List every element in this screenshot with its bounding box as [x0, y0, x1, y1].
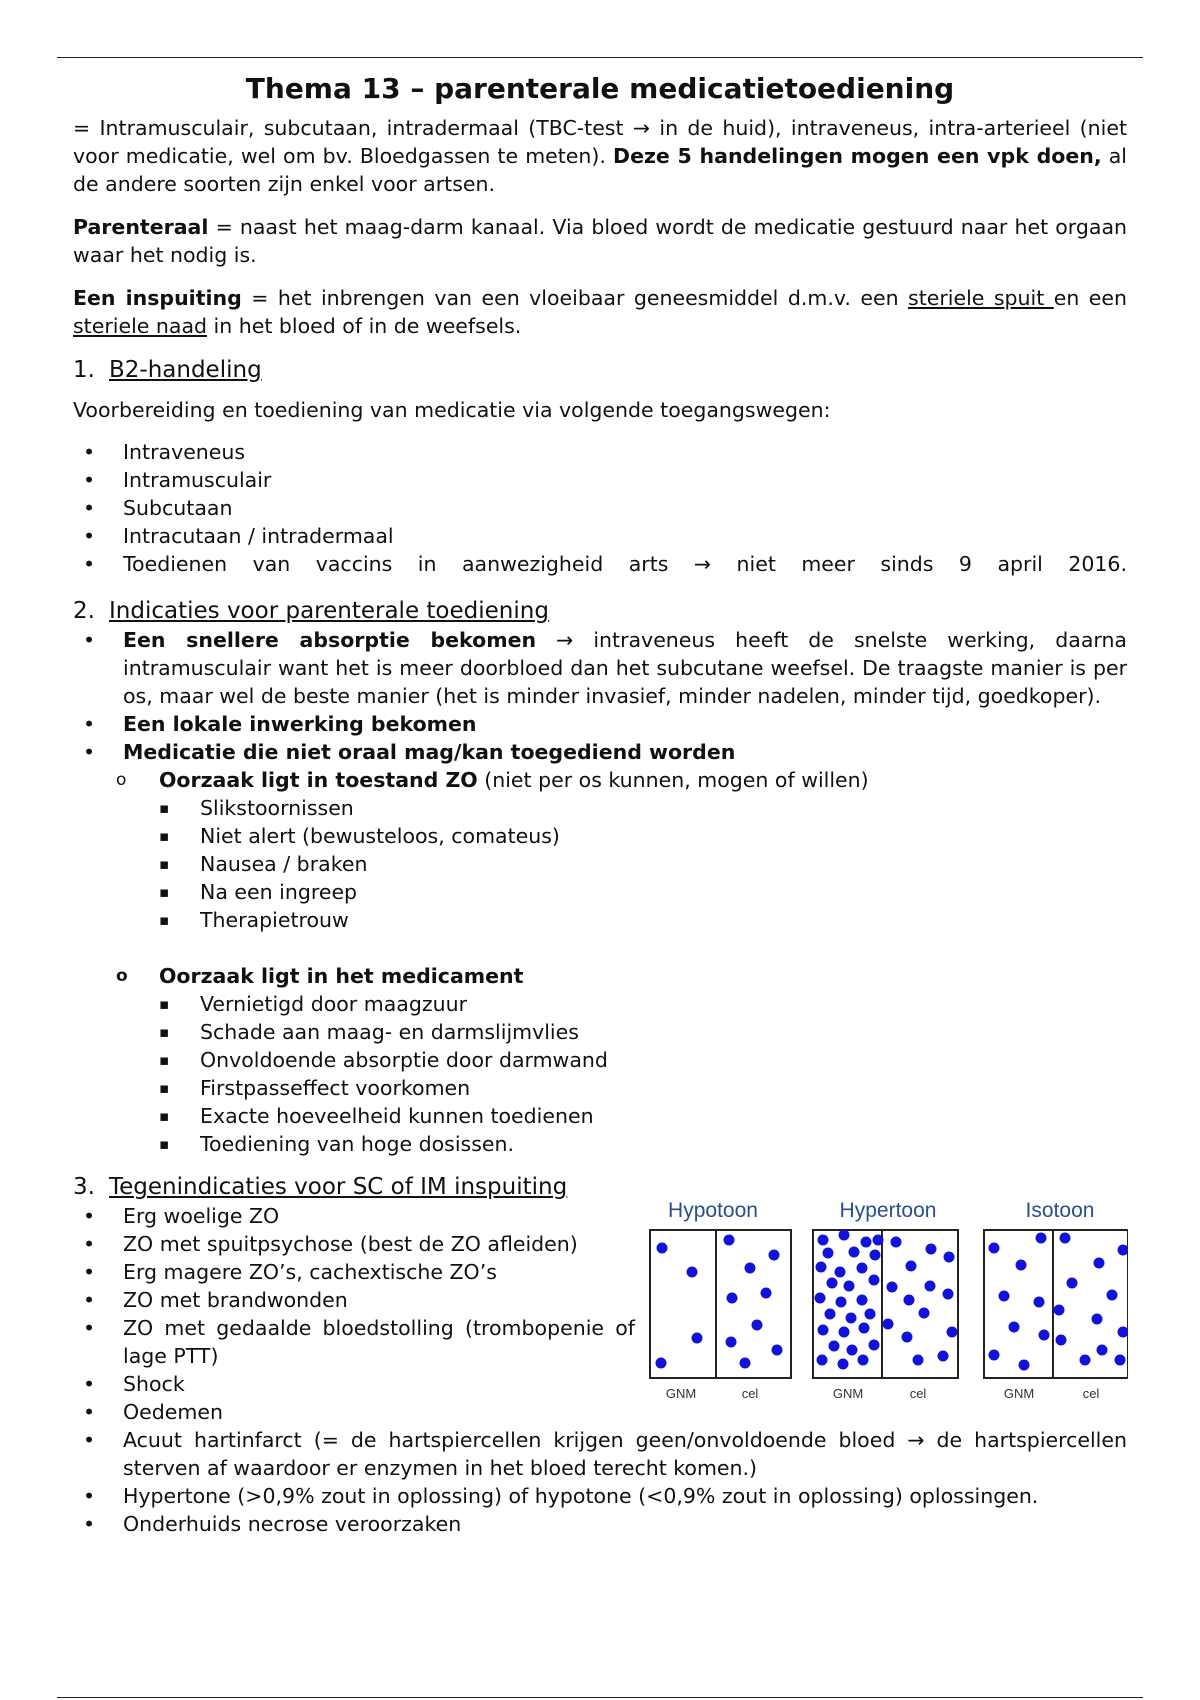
particle-dot [825, 1309, 836, 1320]
parenteraal-paragraph: Parenteraal = naast het maag-darm kanaal. Via bloed wordt de medicatie gestuurd naar het orgaan waar het nodig is. [73, 215, 1127, 267]
gnm-label: GNM [1003, 1386, 1035, 1401]
particle-dot [1009, 1322, 1020, 1333]
list-item: • Erg woelige ZO [73, 1202, 1127, 1230]
particle-dot [1060, 1233, 1071, 1244]
particle-dot [1056, 1335, 1067, 1346]
section-1-heading: 1. B2-handeling [73, 357, 262, 383]
particle-dot [865, 1309, 876, 1320]
cel-label: cel [741, 1386, 759, 1401]
particle-dot [887, 1282, 898, 1293]
top-rule [57, 57, 1143, 58]
particle-dot [938, 1351, 949, 1362]
particle-dot [724, 1235, 735, 1246]
inspuiting-paragraph: Een inspuiting = het inbrengen van een vloeibaar geneesmiddel d.m.v. een steriele spuit en een steriele naad in het bloed of in de weefsels. [73, 286, 1127, 338]
particle-dot [687, 1267, 698, 1278]
panel-label-isotoon: Isotoon [1025, 1199, 1095, 1222]
oorzaak-medicament-list [157, 990, 1127, 1158]
particle-dot [839, 1230, 850, 1241]
particle-dot [913, 1355, 924, 1366]
particles [989, 1233, 1129, 1371]
list-item: ▪ Exacte hoeveelheid kunnen toedienen [157, 1102, 1127, 1130]
particle-dot [989, 1243, 1000, 1254]
list-item: ▪ Therapietrouw [157, 906, 1127, 934]
section-2-heading: 2. Indicaties voor parenterale toediening [73, 598, 549, 624]
particle-dot [883, 1319, 894, 1330]
particle-dot [844, 1281, 855, 1292]
particle-dot [823, 1248, 834, 1259]
list-item: ▪ Niet alert (bewusteloos, comateus) [157, 822, 1127, 850]
particle-dot [870, 1250, 881, 1261]
panel-label-hypotoon: Hypotoon [668, 1199, 758, 1222]
particle-dot [752, 1320, 763, 1331]
particles [815, 1230, 958, 1370]
list-item: ▪ Schade aan maag- en darmslijmvlies [157, 1018, 1127, 1046]
particle-dot [835, 1267, 846, 1278]
particle-dot [1054, 1305, 1065, 1316]
panel-hypertoon [813, 1199, 958, 1401]
list-item: • ZO met spuitpsychose (best de ZO afleiden) [73, 1230, 1127, 1258]
particle-dot [925, 1281, 936, 1292]
list-item: ▪ Firstpasseffect voorkomen [157, 1074, 1127, 1102]
oorzaak-toestand-list [157, 794, 1127, 934]
particle-dot [1036, 1233, 1047, 1244]
list-item: • Oedemen [73, 1398, 1127, 1426]
list-item: • Hypertone (>0,9% zout in oplossing) of hypotone (<0,9% zout in oplossing) oplossingen. [73, 1482, 1127, 1510]
particle-dot [1094, 1258, 1105, 1269]
particle-dot [740, 1358, 751, 1369]
particle-dot [943, 1289, 954, 1300]
particle-dot [847, 1345, 858, 1356]
particle-dot [1118, 1245, 1129, 1256]
particle-dot [902, 1332, 913, 1343]
particle-dot [857, 1295, 868, 1306]
list-item: • Toedienen van vaccins in aanwezigheid arts → niet meer sinds 9 april 2016. [73, 550, 1127, 578]
particle-dot [919, 1308, 930, 1319]
particle-dot [858, 1355, 869, 1366]
particle-dot [761, 1288, 772, 1299]
list-item: • Intramusculair [73, 466, 1127, 494]
particle-dot [891, 1237, 902, 1248]
particle-dot [1115, 1355, 1126, 1366]
particle-dot [745, 1263, 756, 1274]
particle-dot [726, 1337, 737, 1348]
oorzaak-list [116, 766, 1127, 1158]
gnm-label: GNM [665, 1386, 697, 1401]
panel-box [984, 1230, 1128, 1378]
particle-dot [926, 1244, 937, 1255]
list-item: • ZO met brandwonden [73, 1286, 1127, 1314]
cel-label: cel [1082, 1386, 1100, 1401]
oorzaak-medicament: o Oorzaak ligt in het medicament ▪ Vernietigd door maagzuur ▪ Schade aan maag- en darmslijmvlies ▪ Onvoldoende absorptie door darmwand ▪ Firstpasseffect voorkomen ▪ Exacte hoeveelheid kunnen toedienen ▪ Toediening van hoge dosissen. [116, 962, 1127, 1158]
term-inspuiting: Een inspuiting [73, 286, 242, 310]
particle-dot [839, 1327, 850, 1338]
particle-dot [873, 1235, 884, 1246]
list-item: ▪ Toediening van hoge dosissen. [157, 1130, 1127, 1158]
particle-dot [989, 1350, 1000, 1361]
particle-dot [769, 1250, 780, 1261]
particle-dot [815, 1293, 826, 1304]
particle-dot [846, 1313, 857, 1324]
list-item: ▪ Vernietigd door maagzuur [157, 990, 1127, 1018]
particle-dot [816, 1262, 827, 1273]
particle-dot [906, 1261, 917, 1272]
particle-dot [904, 1295, 915, 1306]
list-item: • Intraveneus [73, 438, 1127, 466]
particle-dot [859, 1323, 870, 1334]
particle-dot [1039, 1330, 1050, 1341]
list-item: • Shock [73, 1370, 1127, 1398]
panel-isotoon [984, 1199, 1128, 1401]
particle-dot [1107, 1290, 1118, 1301]
particle-dot [947, 1327, 958, 1338]
oorzaak-toestand: o Oorzaak ligt in toestand ZO (niet per os kunnen, mogen of willen) ▪ Slikstoornissen ▪ Niet alert (bewusteloos, comateus) ▪ Nausea / braken ▪ Na een ingreep ▪ Therapietrouw [116, 766, 1127, 934]
list-item: ▪ Nausea / braken [157, 850, 1127, 878]
particle-dot [827, 1278, 838, 1289]
panel-label-hypertoon: Hypertoon [839, 1199, 937, 1222]
list-item: • Onderhuids necrose veroorzaken [73, 1510, 1127, 1538]
list-item: • Medicatie die niet oraal mag/kan toegediend worden [73, 738, 1127, 766]
particle-dot [818, 1235, 829, 1246]
particle-dot [1092, 1314, 1103, 1325]
list-item: • Een snellere absorptie bekomen → intraveneus heeft de snelste werking, daarna intramusculair want het is meer doorbloed dan het subcutane weefsel. De traagste manier is per os, maar wel de beste manier (het is minder invasief, minder nadelen, minder tijd, goedkoper). [73, 626, 1127, 710]
section-1-intro: Voorbereiding en toediening van medicatie via volgende toegangswegen: [73, 398, 831, 422]
panel-hypotoon [650, 1199, 791, 1401]
list-item: • ZO met gedaalde bloedstolling (trombopenie of lage PTT) [73, 1314, 635, 1370]
cel-label: cel [909, 1386, 927, 1401]
particle-dot [692, 1333, 703, 1344]
list-item: ▪ Slikstoornissen [157, 794, 1127, 822]
panel-box [813, 1230, 958, 1378]
list-item: • Erg magere ZO’s, cachextische ZO’s [73, 1258, 1127, 1286]
bottom-rule [57, 1697, 1143, 1698]
section-1-list [73, 438, 1127, 578]
particle-dot [818, 1325, 829, 1336]
list-item: ▪ Na een ingreep [157, 878, 1127, 906]
particle-dot [869, 1275, 880, 1286]
particles [656, 1235, 783, 1369]
tonicity-diagram [648, 1190, 1128, 1405]
list-item: ▪ Onvoldoende absorptie door darmwand [157, 1046, 1127, 1074]
gnm-label: GNM [832, 1386, 864, 1401]
term-parenteraal: Parenteraal [73, 215, 209, 239]
particle-dot [727, 1293, 738, 1304]
particle-dot [1067, 1278, 1078, 1289]
particle-dot [836, 1297, 847, 1308]
particle-dot [1034, 1297, 1045, 1308]
particle-dot [656, 1358, 667, 1369]
particle-dot [857, 1263, 868, 1274]
section-3-heading: 3. Tegenindicaties voor SC of IM inspuiting [73, 1174, 568, 1200]
list-item: • Acuut hartinfarct (= de hartspiercellen krijgen geen/onvoldoende bloed → de hartspiercellen sterven af waardoor er enzymen in het bloed terecht komen.) [73, 1426, 1127, 1482]
particle-dot [772, 1345, 783, 1356]
particle-dot [657, 1243, 668, 1254]
particle-dot [869, 1340, 880, 1351]
particle-dot [1019, 1360, 1030, 1371]
list-item: • Intracutaan / intradermaal [73, 522, 1127, 550]
section-2-list [73, 626, 1127, 766]
particle-dot [999, 1291, 1010, 1302]
particle-dot [1118, 1327, 1129, 1338]
page-title: Thema 13 – parenterale medicatietoediening [245, 72, 955, 105]
tonicity-figure [648, 1190, 1128, 1405]
particle-dot [817, 1355, 828, 1366]
particle-dot [838, 1359, 849, 1370]
list-item: • Een lokale inwerking bekomen [73, 710, 1127, 738]
particle-dot [1080, 1355, 1091, 1366]
particle-dot [849, 1247, 860, 1258]
particle-dot [861, 1237, 872, 1248]
particle-dot [944, 1252, 955, 1263]
particle-dot [1097, 1345, 1108, 1356]
particle-dot [829, 1341, 840, 1352]
particle-dot [1016, 1260, 1027, 1271]
intro-paragraph: = Intramusculair, subcutaan, intradermaal (TBC-test → in de huid), intraveneus, intra-arterieel (niet voor medicatie, wel om bv. Bloedgassen te meten). Deze 5 handelingen mogen een vpk doen, al de andere soorten zijn enkel voor artsen. [73, 116, 1127, 196]
list-item: • Subcutaan [73, 494, 1127, 522]
